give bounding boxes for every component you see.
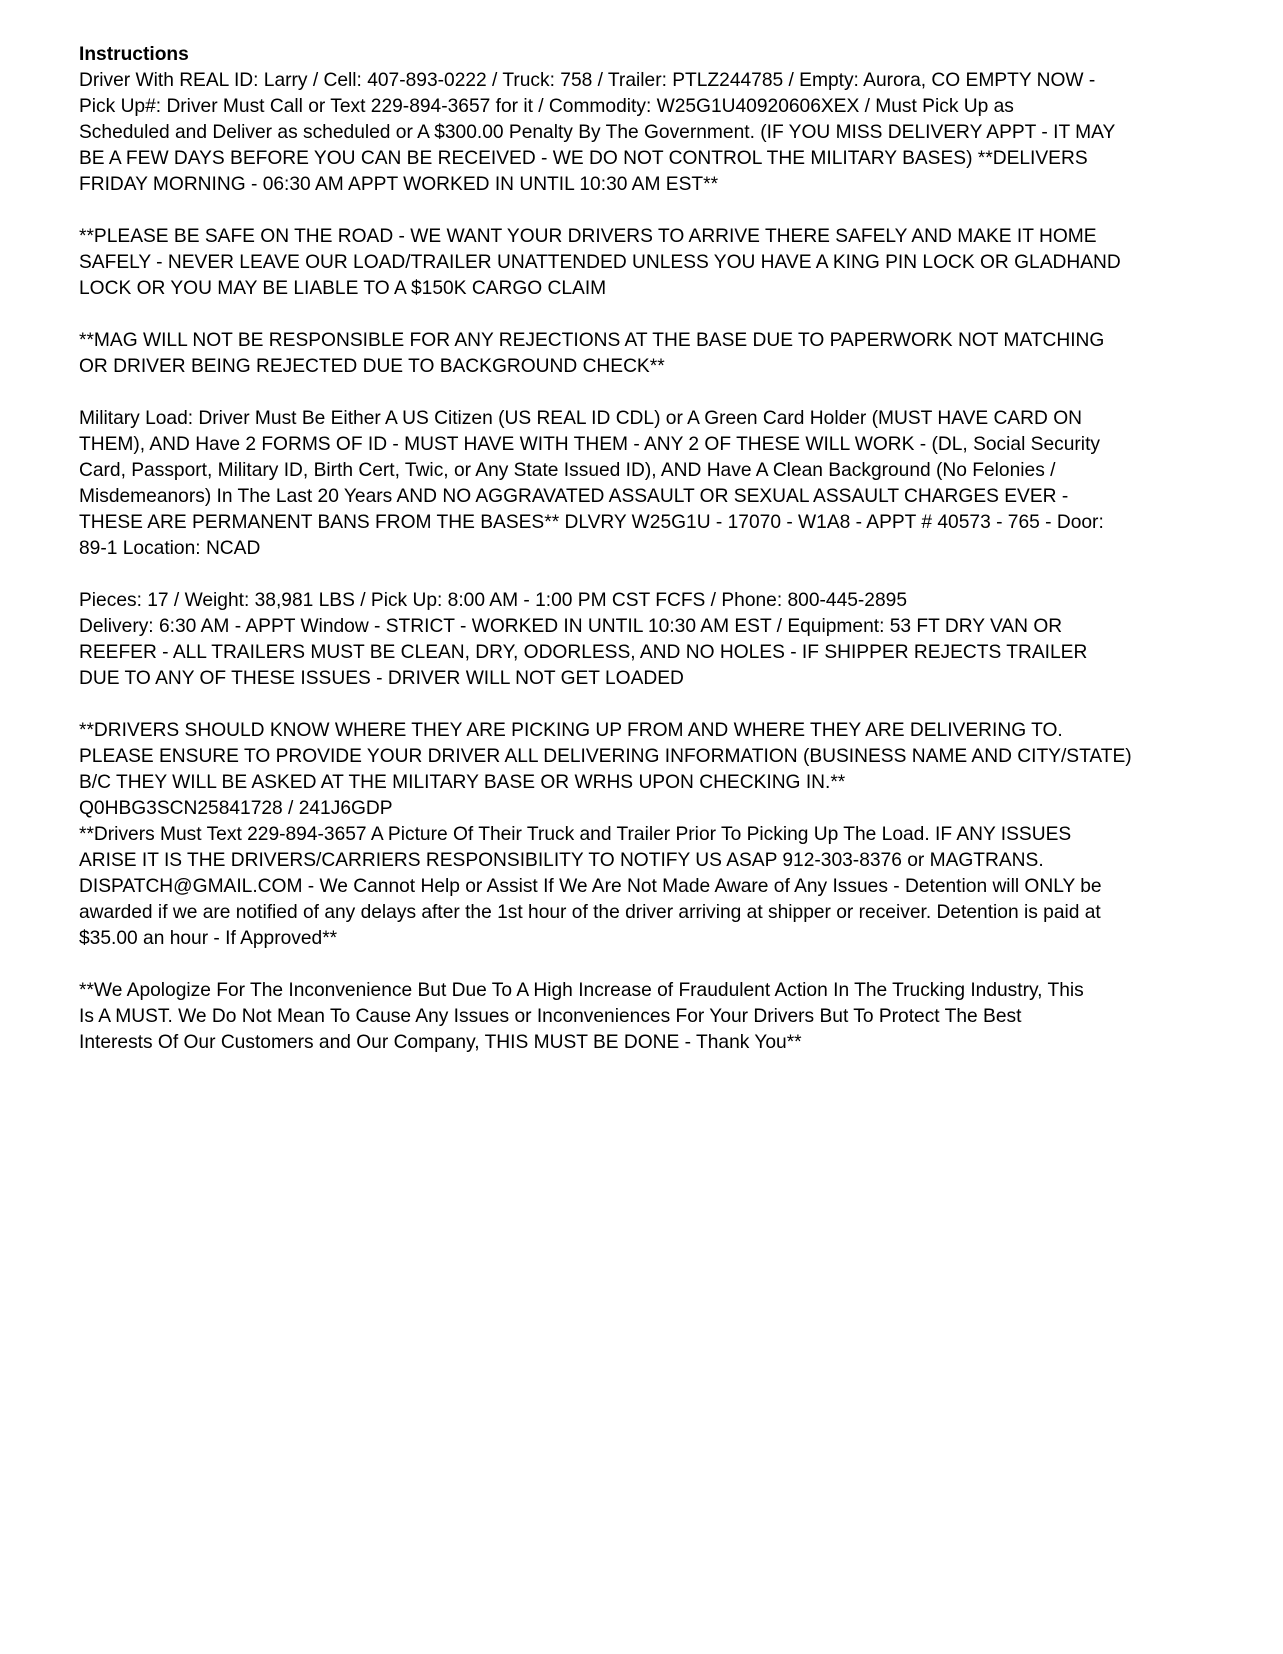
text-line: **Drivers Must Text 229-894-3657 A Picture Of Their Truck and Trailer Prior To Picking Up The Load. IF ANY ISSUES: [79, 824, 1072, 845]
text-line: **We Apologize For The Inconvenience But Due To A High Increase of Fraudulent Action In The Trucking Industry, This: [79, 980, 1084, 1001]
paragraph-spacer: [79, 302, 1239, 328]
text-line: 89-1 Location: NCAD: [79, 538, 261, 559]
text-line: Scheduled and Deliver as scheduled or A $300.00 Penalty By The Government. (IF YOU MISS DELIVERY APPT - IT MAY: [79, 122, 1116, 143]
text-line: THEM), AND Have 2 FORMS OF ID - MUST HAVE WITH THEM - ANY 2 OF THESE WILL WORK - (DL, Social Security: [79, 434, 1100, 455]
text-line: Is A MUST. We Do Not Mean To Cause Any Issues or Inconveniences For Your Drivers But To Protect The Best: [79, 1006, 1022, 1027]
text-line: DISPATCH@GMAIL.COM - We Cannot Help or Assist If We Are Not Made Aware of Any Issues - Detention will ONLY be: [79, 876, 1102, 897]
text-line: Pieces: 17 / Weight: 38,981 LBS / Pick Up: 8:00 AM - 1:00 PM CST FCFS / Phone: 800-445-2895: [79, 590, 907, 611]
driver-info-paragraph: [79, 68, 1239, 198]
text-line: Military Load: Driver Must Be Either A US Citizen (US REAL ID CDL) or A Green Card Holder (MUST HAVE CARD ON: [79, 408, 1083, 429]
text-line: THESE ARE PERMANENT BANS FROM THE BASES** DLVRY W25G1U - 17070 - W1A8 - APPT # 40573 - 765 - Door:: [79, 512, 1104, 533]
text-line: Pick Up#: Driver Must Call or Text 229-894-3657 for it / Commodity: W25G1U40920606XEX / Must Pick Up as: [79, 96, 1014, 117]
text-line: Q0HBG3SCN25841728 / 241J6GDP: [79, 798, 393, 819]
text-line: BE A FEW DAYS BEFORE YOU CAN BE RECEIVED - WE DO NOT CONTROL THE MILITARY BASES) **DELIVERS: [79, 148, 1088, 169]
text-line: SAFELY - NEVER LEAVE OUR LOAD/TRAILER UNATTENDED UNLESS YOU HAVE A KING PIN LOCK OR GLADHAND: [79, 252, 1121, 273]
paragraph-spacer: [79, 692, 1239, 718]
paragraph-spacer: [79, 562, 1239, 588]
text-line: OR DRIVER BEING REJECTED DUE TO BACKGROUND CHECK**: [79, 356, 665, 377]
text-line: **PLEASE BE SAFE ON THE ROAD - WE WANT YOUR DRIVERS TO ARRIVE THERE SAFELY AND MAKE IT HOME: [79, 226, 1097, 247]
instructions-heading: Instructions: [79, 44, 189, 65]
text-line: FRIDAY MORNING - 06:30 AM APPT WORKED IN UNTIL 10:30 AM EST**: [79, 174, 719, 195]
text-line: ARISE IT IS THE DRIVERS/CARRIERS RESPONSIBILITY TO NOTIFY US ASAP 912-303-8376 or MAGTRANS.: [79, 850, 1044, 871]
text-line: $35.00 an hour - If Approved**: [79, 928, 338, 949]
safety-paragraph: [79, 224, 1239, 302]
paragraph-spacer: [79, 952, 1239, 978]
text-line: Misdemeanors) In The Last 20 Years AND NO AGGRAVATED ASSAULT OR SEXUAL ASSAULT CHARGES EVER -: [79, 486, 1069, 507]
text-line: Interests Of Our Customers and Our Company, THIS MUST BE DONE - Thank You**: [79, 1032, 802, 1053]
paragraph-spacer: [79, 198, 1239, 224]
text-line: awarded if we are notified of any delays after the 1st hour of the driver arriving at shipper or receiver. Detention is paid at: [79, 902, 1101, 923]
apology-paragraph: [79, 978, 1239, 1056]
text-line: PLEASE ENSURE TO PROVIDE YOUR DRIVER ALL DELIVERING INFORMATION (BUSINESS NAME AND CITY/STATE): [79, 746, 1132, 767]
paragraphs-container: [79, 68, 1239, 1056]
pieces-delivery-paragraph: [79, 588, 1239, 692]
drivers-knowledge-paragraph: [79, 718, 1239, 952]
paragraph-spacer: [79, 380, 1239, 406]
text-line: **DRIVERS SHOULD KNOW WHERE THEY ARE PICKING UP FROM AND WHERE THEY ARE DELIVERING TO.: [79, 720, 1063, 741]
text-line: LOCK OR YOU MAY BE LIABLE TO A $150K CARGO CLAIM: [79, 278, 607, 299]
text-line: DUE TO ANY OF THESE ISSUES - DRIVER WILL NOT GET LOADED: [79, 668, 684, 689]
text-line: REEFER - ALL TRAILERS MUST BE CLEAN, DRY, ODORLESS, AND NO HOLES - IF SHIPPER REJECTS TRAILER: [79, 642, 1088, 663]
text-line: Delivery: 6:30 AM - APPT Window - STRICT - WORKED IN UNTIL 10:30 AM EST / Equipment: 53 FT DRY VAN OR: [79, 616, 1063, 637]
instructions-content: [79, 42, 1239, 1056]
military-load-paragraph: [79, 406, 1239, 562]
text-line: **MAG WILL NOT BE RESPONSIBLE FOR ANY REJECTIONS AT THE BASE DUE TO PAPERWORK NOT MATCHING: [79, 330, 1105, 351]
text-line: B/C THEY WILL BE ASKED AT THE MILITARY BASE OR WRHS UPON CHECKING IN.**: [79, 772, 846, 793]
rejection-paragraph: [79, 328, 1239, 380]
text-line: Driver With REAL ID: Larry / Cell: 407-893-0222 / Truck: 758 / Trailer: PTLZ244785 / Empty: Aurora, CO EMPTY NOW -: [79, 70, 1096, 91]
text-line: Card, Passport, Military ID, Birth Cert, Twic, or Any State Issued ID), AND Have A Clean Background (No Felonies /: [79, 460, 1056, 481]
